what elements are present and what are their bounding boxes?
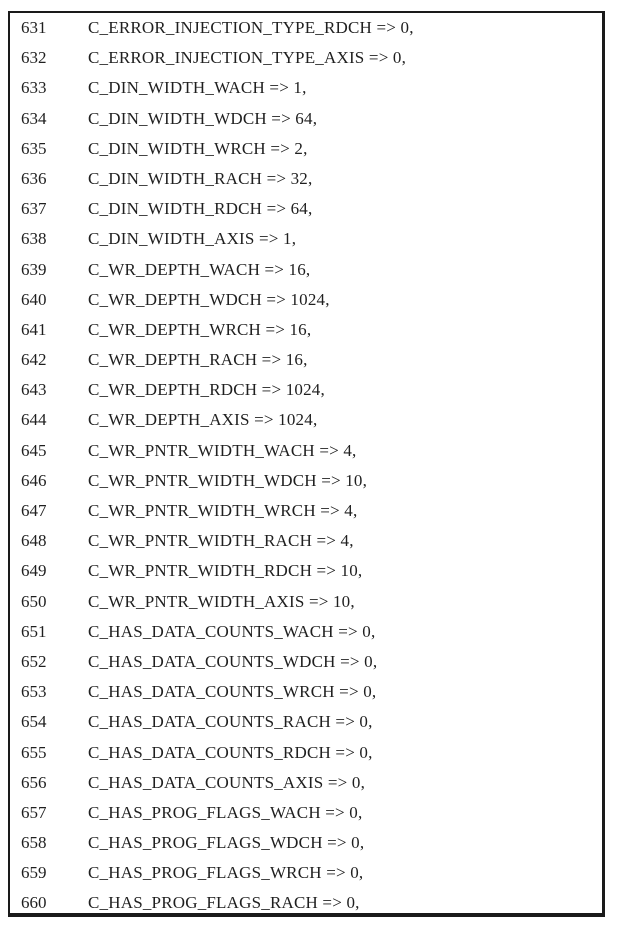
line-number: 647 — [21, 501, 47, 520]
code-line — [10, 134, 602, 164]
line-number: 634 — [21, 108, 47, 128]
code-line — [10, 587, 602, 617]
line-code: C_HAS_DATA_COUNTS_RACH => 0, — [88, 712, 373, 732]
line-code: C_DIN_WIDTH_RACH => 32, — [88, 168, 313, 188]
code-line — [10, 73, 602, 103]
code-line — [10, 164, 602, 194]
code-line — [10, 768, 602, 798]
code-line — [10, 285, 602, 315]
line-number: 642 — [21, 350, 47, 370]
code-line — [10, 43, 602, 73]
line-number: 650 — [21, 591, 47, 611]
line-number: 649 — [21, 561, 47, 581]
line-code: C_HAS_DATA_COUNTS_RDCH => 0, — [88, 742, 373, 762]
line-code: C_ERROR_INJECTION_TYPE_RDCH => 0, — [88, 18, 414, 37]
line-code: C_WR_PNTR_WIDTH_AXIS => 10, — [88, 591, 355, 611]
code-line — [10, 707, 602, 737]
line-code: C_WR_DEPTH_WDCH => 1024, — [88, 289, 330, 309]
line-code: C_DIN_WIDTH_AXIS => 1, — [88, 229, 297, 249]
line-code: C_DIN_WIDTH_WDCH => 64, — [88, 108, 318, 128]
code-line — [10, 556, 602, 586]
line-code: C_WR_DEPTH_RACH => 16, — [88, 350, 308, 370]
line-number: 640 — [21, 289, 47, 309]
code-line — [10, 315, 602, 345]
line-number: 632 — [21, 48, 47, 68]
line-code: C_ERROR_INJECTION_TYPE_AXIS => 0, — [88, 48, 407, 68]
line-code: C_WR_PNTR_WIDTH_WACH => 4, — [88, 440, 357, 460]
line-code: C_WR_PNTR_WIDTH_RACH => 4, — [88, 531, 354, 551]
line-code: C_HAS_PROG_FLAGS_WACH => 0, — [88, 802, 363, 822]
line-code: C_HAS_DATA_COUNTS_WDCH => 0, — [88, 651, 378, 671]
line-number: 641 — [21, 319, 47, 339]
code-line — [10, 888, 602, 917]
code-line — [10, 13, 602, 43]
line-number: 639 — [21, 259, 47, 279]
line-number: 660 — [21, 893, 47, 913]
line-number: 636 — [21, 168, 47, 188]
line-number: 635 — [21, 138, 47, 158]
line-code: C_DIN_WIDTH_RDCH => 64, — [88, 199, 313, 219]
code-line — [10, 526, 602, 556]
line-code: C_HAS_PROG_FLAGS_RACH => 0, — [88, 893, 360, 913]
code-line — [10, 617, 602, 647]
line-number: 657 — [21, 802, 47, 822]
line-number: 656 — [21, 772, 47, 792]
line-number: 653 — [21, 682, 47, 702]
line-number: 637 — [21, 199, 47, 219]
line-number: 638 — [21, 229, 47, 249]
code-line — [10, 436, 602, 466]
line-code: C_DIN_WIDTH_WACH => 1, — [88, 78, 307, 98]
line-code: C_WR_DEPTH_WRCH => 16, — [88, 319, 312, 339]
code-line — [10, 798, 602, 828]
code-line — [10, 104, 602, 134]
line-code: C_WR_DEPTH_RDCH => 1024, — [88, 380, 325, 400]
code-line — [10, 345, 602, 375]
code-listing-frame — [8, 11, 605, 917]
code-line — [10, 647, 602, 677]
line-code: C_WR_DEPTH_WACH => 16, — [88, 259, 311, 279]
line-number: 633 — [21, 78, 47, 98]
line-code: C_HAS_PROG_FLAGS_WRCH => 0, — [88, 863, 364, 883]
line-number: 648 — [21, 531, 47, 551]
line-code: C_WR_PNTR_WIDTH_WDCH => 10, — [88, 470, 368, 490]
code-line — [10, 677, 602, 707]
line-number: 659 — [21, 863, 47, 883]
line-code: C_HAS_DATA_COUNTS_AXIS => 0, — [88, 772, 366, 792]
line-number: 643 — [21, 380, 47, 400]
line-number: 652 — [21, 651, 47, 671]
code-line — [10, 858, 602, 888]
code-line — [10, 224, 602, 254]
line-number: 651 — [21, 621, 47, 641]
code-line — [10, 738, 602, 768]
line-code: C_HAS_DATA_COUNTS_WRCH => 0, — [88, 682, 377, 702]
line-code: C_DIN_WIDTH_WRCH => 2, — [88, 138, 308, 158]
line-number: 631 — [21, 18, 47, 37]
line-number: 646 — [21, 470, 47, 490]
line-number: 655 — [21, 742, 47, 762]
line-code: C_WR_PNTR_WIDTH_RDCH => 10, — [88, 561, 363, 581]
line-code: C_HAS_DATA_COUNTS_WACH => 0, — [88, 621, 376, 641]
code-line — [10, 375, 602, 405]
code-line — [10, 496, 602, 526]
line-number: 645 — [21, 440, 47, 460]
line-code: C_WR_DEPTH_AXIS => 1024, — [88, 410, 318, 430]
code-line — [10, 466, 602, 496]
code-line — [10, 405, 602, 435]
code-listing — [10, 13, 602, 917]
line-code: C_HAS_PROG_FLAGS_WDCH => 0, — [88, 833, 365, 853]
code-line — [10, 194, 602, 224]
line-number: 644 — [21, 410, 47, 430]
line-code: C_WR_PNTR_WIDTH_WRCH => 4, — [88, 501, 358, 520]
line-number: 658 — [21, 833, 47, 853]
code-line — [10, 828, 602, 858]
code-line — [10, 255, 602, 285]
line-number: 654 — [21, 712, 47, 732]
